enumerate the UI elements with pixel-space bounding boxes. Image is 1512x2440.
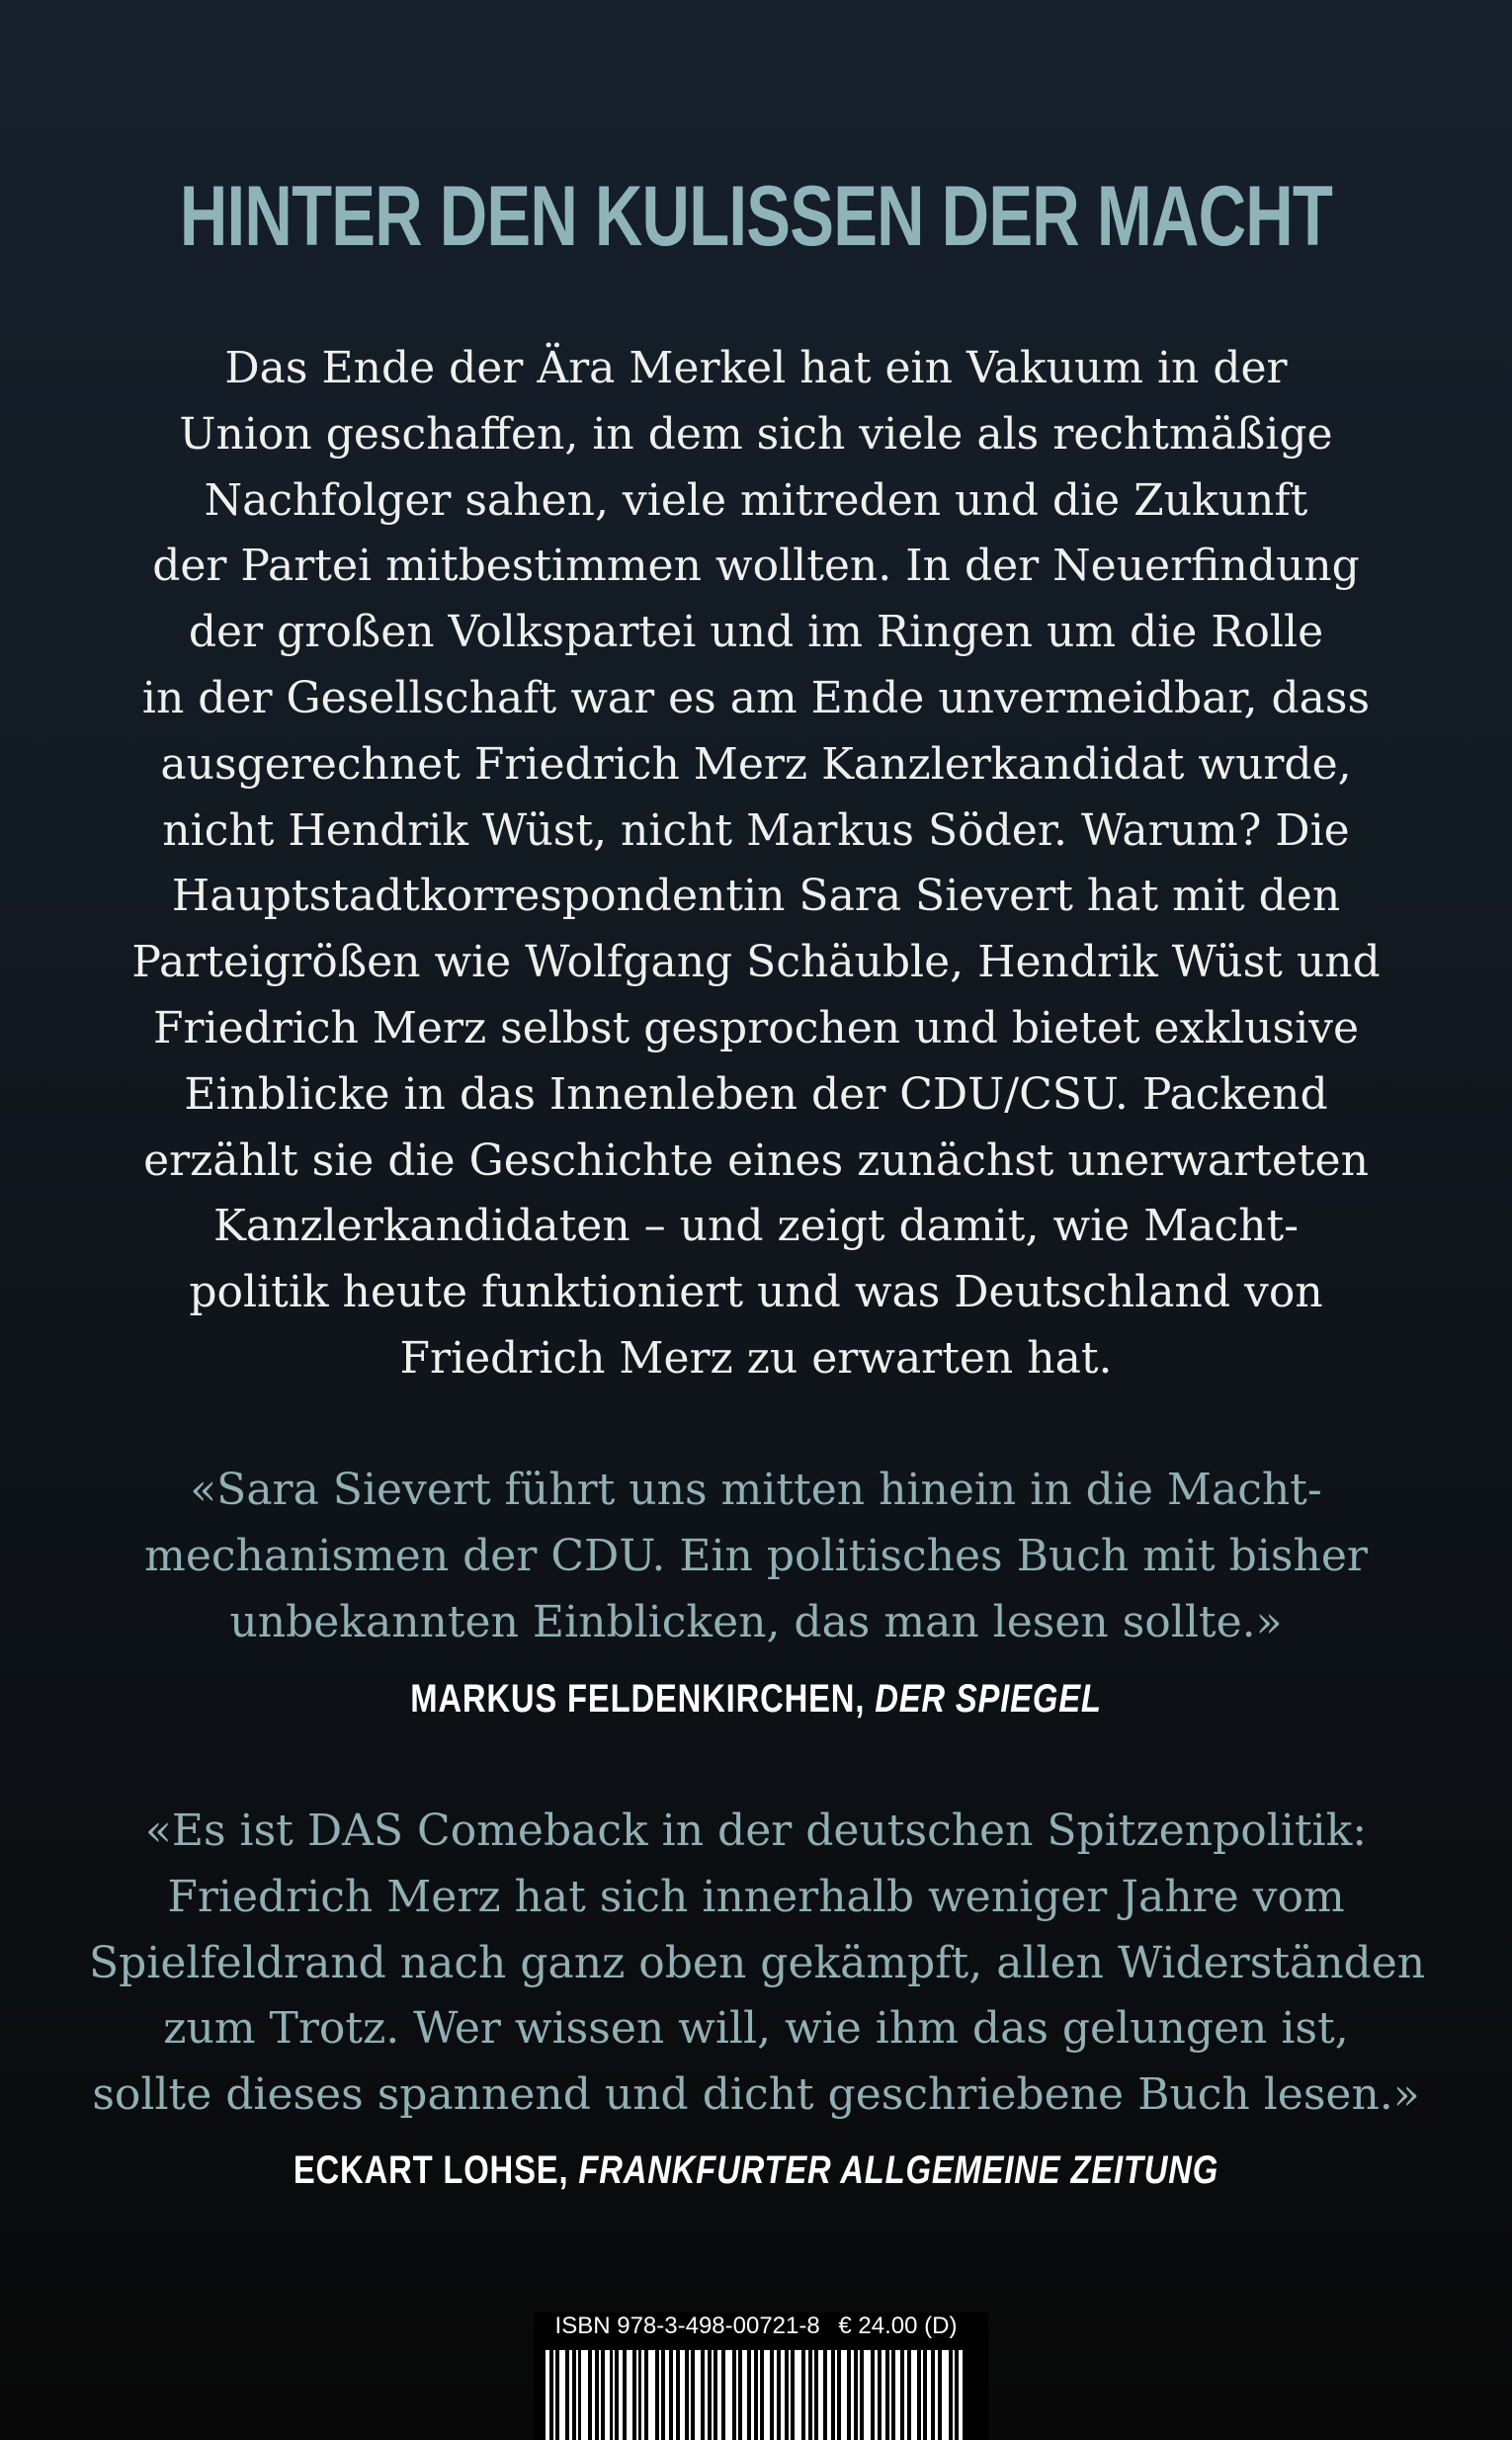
isbn-number: ISBN 978-3-498-00721-8 — [554, 2313, 820, 2339]
blurb-line: Das Ende der Ära Merkel hat ein Vakuum in der — [224, 343, 1288, 393]
blurb-line: politik heute funktioniert und was Deutschland von — [189, 1267, 1323, 1318]
blurb-line: Nachfolger sahen, viele mitreden und die Zukunft — [204, 474, 1308, 526]
barcode-icon — [542, 2350, 966, 2440]
blurb-line: nicht Hendrik Wüst, nicht Markus Söder. Warum? Die — [162, 804, 1350, 856]
book-blurb — [99, 336, 1413, 1392]
quote-line: «Sara Sievert führt uns mitten hinein in die Macht- — [190, 1465, 1322, 1515]
quote-line: mechanismen der CDU. Ein politisches Buch mit bisher — [144, 1530, 1368, 1581]
isbn-price-line — [0, 2313, 1512, 2340]
blurb-line: Union geschaffen, in dem sich viele als rechtmäßige — [179, 408, 1333, 460]
press-quote-spiegel — [89, 1458, 1423, 1655]
press-quote-faz — [89, 1799, 1426, 2129]
blurb-line: Friedrich Merz selbst gesprochen und bietet exklusive — [152, 1002, 1360, 1053]
price-label: € 24.00 (D) — [838, 2313, 958, 2339]
blurb-line: Friedrich Merz zu erwarten hat. — [399, 1332, 1113, 1384]
quote-line: Spielfeldrand nach ganz oben gekämpft, allen Widerständen — [89, 1937, 1426, 1988]
quote-line: sollte dieses spannend und dicht geschriebene Buch lesen.» — [92, 2069, 1420, 2121]
quote-publication: FRANKFURTER ALLGEMEINE ZEITUNG — [578, 2148, 1219, 2192]
quote-publication: DER SPIEGEL — [875, 1677, 1102, 1721]
quote-attribution-faz — [136, 2148, 1377, 2193]
blurb-line: Einblicke in das Innenleben der CDU/CSU. Packend — [184, 1068, 1328, 1120]
blurb-line: ausgerechnet Friedrich Merz Kanzlerkandidat wurde, — [160, 738, 1352, 790]
blurb-line: der Partei mitbestimmen wollten. In der Neuerfindung — [152, 541, 1360, 592]
quote-line: Friedrich Merz hat sich innerhalb weniger Jahre vom — [167, 1871, 1345, 1922]
cover-headline: HINTER DEN KULISSEN DER MACHT — [179, 169, 1333, 264]
blurb-line: Hauptstadtkorrespondentin Sara Sievert hat mit den — [171, 871, 1341, 922]
quote-line: unbekannten Einblicken, das man lesen sollte.» — [229, 1596, 1283, 1647]
quote-line: zum Trotz. Wer wissen will, wie ihm das gelungen ist, — [163, 2003, 1349, 2055]
blurb-line: erzählt sie die Geschichte eines zunächst unerwarteten — [143, 1135, 1369, 1186]
quote-attribution-spiegel — [136, 1677, 1377, 1722]
quote-author: MARKUS FELDENKIRCHEN, — [410, 1677, 866, 1721]
quote-author: ECKART LOHSE, — [293, 2148, 569, 2192]
blurb-line: Parteigrößen wie Wolfgang Schäuble, Hendrik Wüst und — [131, 937, 1381, 988]
blurb-line: der großen Volkspartei und im Ringen um die Rolle — [188, 607, 1324, 658]
blurb-line: in der Gesellschaft war es am Ende unvermeidbar, dass — [141, 672, 1371, 723]
blurb-line: Kanzlerkandidaten – und zeigt damit, wie Macht- — [212, 1201, 1300, 1252]
quote-line: «Es ist DAS Comeback in der deutschen Spitzenpolitik: — [144, 1806, 1368, 1856]
